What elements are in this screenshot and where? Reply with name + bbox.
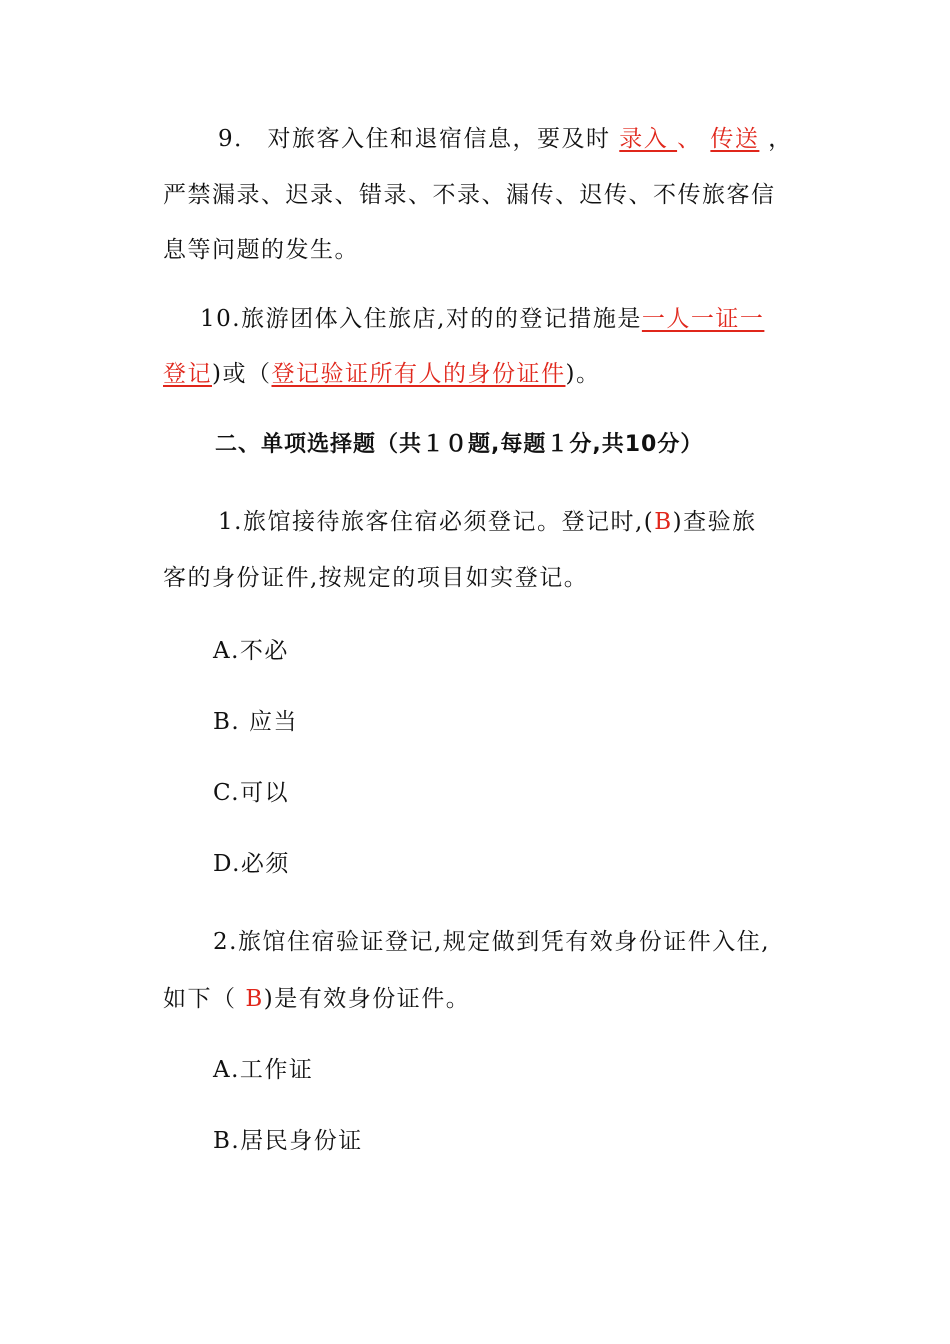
mc2-line-2 (163, 984, 470, 1014)
mc2-answer: B (245, 986, 264, 1012)
q10-answer-1a: 一人一证一 (641, 306, 765, 332)
q9-answer-1: 录入 (619, 126, 678, 152)
mc1-option-a: A.不必 (213, 638, 289, 664)
q9-line-1 (218, 124, 793, 154)
mc1-option-d: D.必须 (213, 851, 290, 877)
section-heading: 二、单项选择题（共１０题,每题１分,共10分） (215, 432, 704, 457)
mc2-suffix: )是有效身份证件。 (263, 986, 471, 1012)
mc2-prefix: 如下（ (163, 986, 246, 1012)
q9-suffix: ， (768, 126, 793, 152)
mc1-line-2: 客的身份证件,按规定的项目如实登记。 (163, 565, 589, 591)
q10-mid: )或（ (212, 361, 272, 387)
q10-prefix: 10.旅游团体入住旅店,对的的登记措施是 (200, 306, 642, 332)
mc1-suffix: )查验旅 (672, 509, 757, 535)
mc2-line-1: 2.旅馆住宿验证登记,规定做到凭有效身份证件入住, (213, 929, 771, 955)
q9-answer-2: 传送 (710, 126, 760, 152)
mc1-option-c: C.可以 (213, 780, 290, 806)
q10-suffix: )。 (565, 361, 601, 387)
q9-prefix: 9． 对旅客入住和退宿信息，要及时 (218, 126, 620, 152)
q10-line-1 (200, 304, 764, 334)
q10-line-2 (163, 359, 600, 389)
mc1-option-b: B. 应当 (213, 709, 299, 735)
q10-answer-2: 登记验证所有人的身份证件 (271, 361, 566, 387)
mc1-prefix: 1.旅馆接待旅客住宿必须登记。登记时,( (218, 509, 655, 535)
mc2-option-b: B.居民身份证 (213, 1128, 363, 1154)
q9-line-3: 息等问题的发生。 (163, 237, 359, 263)
q9-separator: 、 (677, 126, 702, 152)
q10-answer-1b: 登记 (163, 361, 212, 387)
q9-line-2: 严禁漏录、迟录、错录、不录、漏传、迟传、不传旅客信 (163, 182, 776, 208)
mc2-option-a: A.工作证 (213, 1057, 314, 1083)
mc1-answer: B (654, 509, 673, 535)
mc1-line-1 (218, 507, 757, 537)
